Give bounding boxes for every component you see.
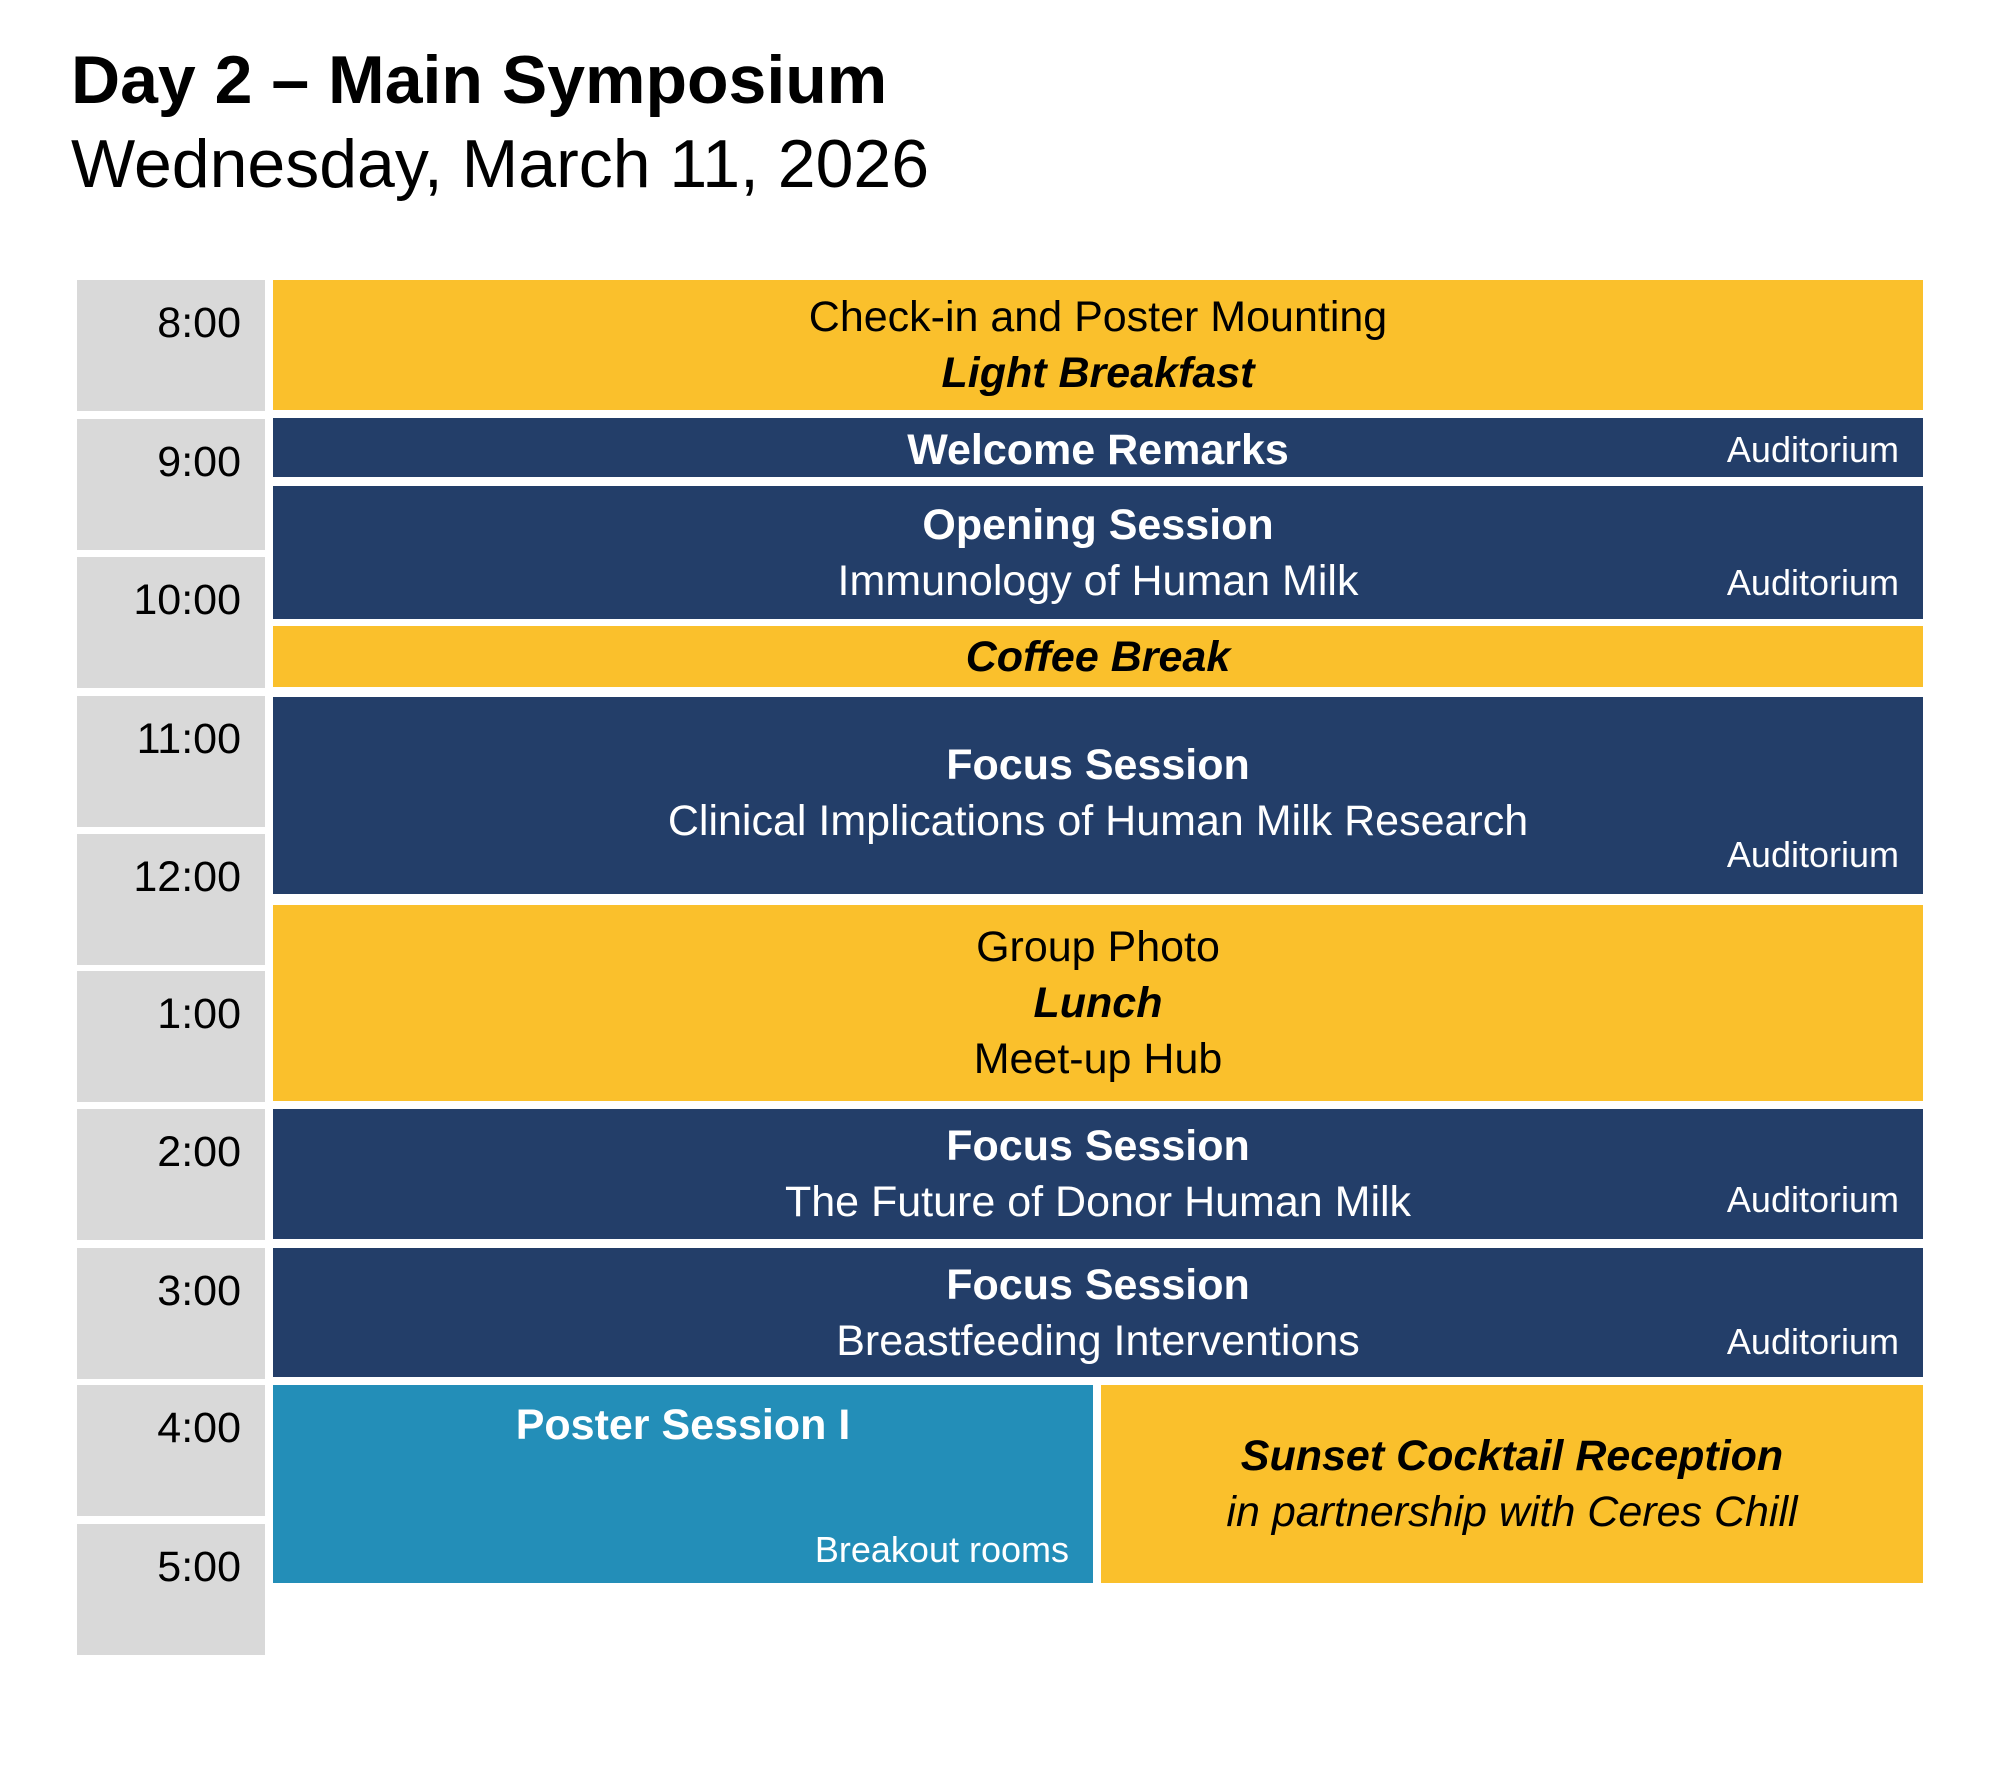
time-slot <box>77 280 265 411</box>
time-label: 1:00 <box>157 990 241 1038</box>
focus-session-2-topic: The Future of Donor Human Milk <box>784 1178 1412 1226</box>
breakfast-label: Light Breakfast <box>941 349 1255 397</box>
opening-session-topic: Immunology of Human Milk <box>837 556 1359 605</box>
time-label: 12:00 <box>133 853 241 901</box>
welcome-remarks-title: Welcome Remarks <box>907 425 1289 474</box>
lunch-block <box>273 905 1923 1101</box>
time-label: 4:00 <box>157 1404 241 1452</box>
focus-session-1-topic: Clinical Implications of Human Milk Research <box>667 797 1529 845</box>
time-slot <box>77 557 265 688</box>
time-slot <box>77 419 265 550</box>
focus-session-3-topic: Breastfeeding Interventions <box>836 1316 1360 1365</box>
focus-session-1-block <box>273 697 1923 894</box>
time-label: 10:00 <box>133 576 241 624</box>
focus-session-1-location: Auditorium <box>1726 834 1899 875</box>
time-label: 9:00 <box>157 438 241 486</box>
time-label: 11:00 <box>136 715 241 763</box>
poster-session-location: Breakout rooms <box>814 1529 1069 1570</box>
time-slot <box>77 1524 265 1655</box>
time-slot <box>77 971 265 1102</box>
meetup-hub-label: Meet-up Hub <box>973 1035 1223 1083</box>
page-title: Day 2 – Main Symposium <box>71 42 888 118</box>
poster-session-title: Poster Session I <box>515 1401 851 1449</box>
opening-session-block <box>273 486 1923 619</box>
opening-session-title: Opening Session <box>922 500 1274 549</box>
coffee-break-block <box>273 626 1923 687</box>
checkin-block <box>273 280 1923 410</box>
focus-session-1-title: Focus Session <box>946 741 1250 789</box>
time-label: 8:00 <box>157 299 241 347</box>
lunch-label: Lunch <box>1033 979 1163 1027</box>
time-label: 5:00 <box>157 1543 241 1591</box>
reception-title: Sunset Cocktail Reception <box>1240 1432 1784 1480</box>
reception-partner: in partnership with Ceres Chill <box>1226 1488 1798 1536</box>
opening-location: Auditorium <box>1726 562 1899 603</box>
welcome-location: Auditorium <box>1726 429 1899 470</box>
group-photo-label: Group Photo <box>976 923 1220 971</box>
page-date: Wednesday, March 11, 2026 <box>71 126 930 202</box>
focus-session-3-location: Auditorium <box>1726 1321 1899 1362</box>
poster-session-block <box>273 1385 1093 1583</box>
focus-session-3-title: Focus Session <box>946 1260 1250 1309</box>
coffee-break-title: Coffee Break <box>965 632 1231 681</box>
time-label: 2:00 <box>157 1128 241 1176</box>
checkin-label: Check-in and Poster Mounting <box>808 293 1388 341</box>
focus-session-2-title: Focus Session <box>946 1122 1250 1170</box>
time-slot <box>77 834 265 965</box>
welcome-remarks-block <box>273 418 1923 477</box>
reception-block <box>1101 1385 1923 1583</box>
time-label: 3:00 <box>157 1267 241 1315</box>
time-slot <box>77 696 265 827</box>
focus-session-2-location: Auditorium <box>1726 1179 1899 1220</box>
focus-session-2-block <box>273 1109 1923 1239</box>
time-slot <box>77 1248 265 1379</box>
time-slot <box>77 1385 265 1516</box>
focus-session-3-block <box>273 1248 1923 1377</box>
time-slot <box>77 1109 265 1240</box>
